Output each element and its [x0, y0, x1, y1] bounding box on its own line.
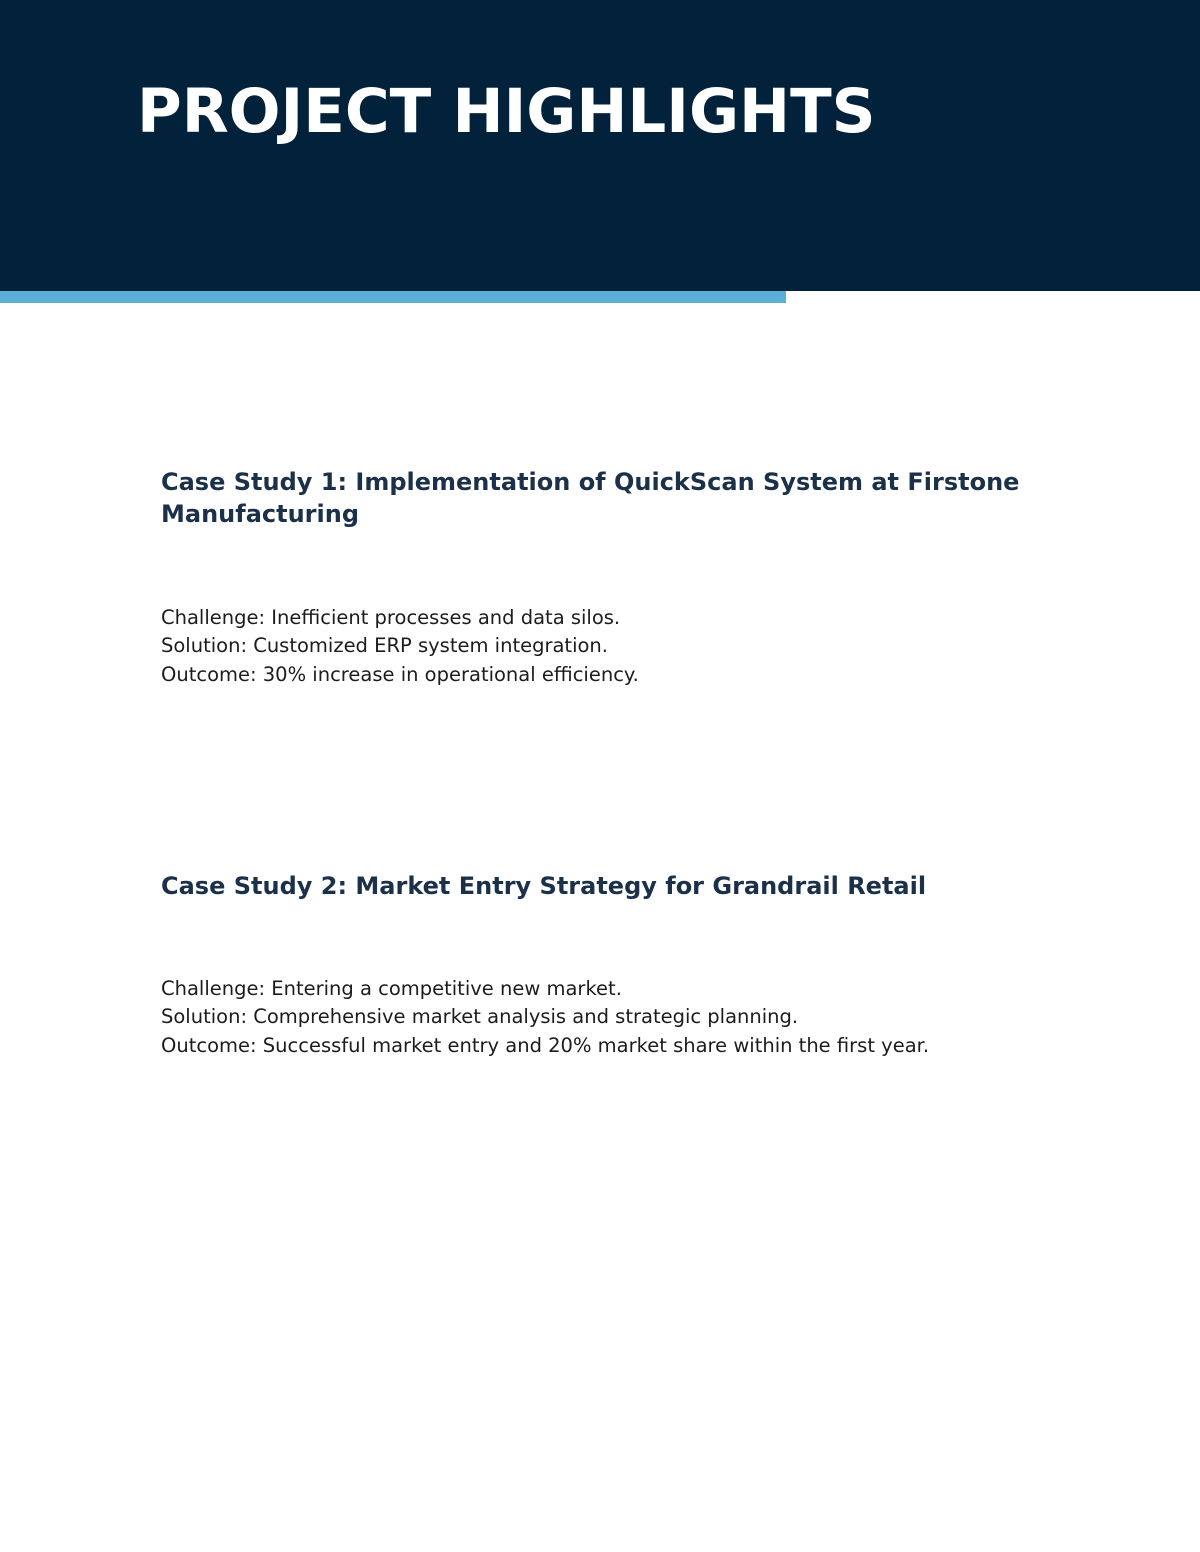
accent-bar — [0, 291, 786, 303]
case-study-challenge: Challenge: Entering a competitive new market. — [161, 977, 622, 1000]
header-band — [0, 0, 1200, 291]
case-study-solution: Solution: Comprehensive market analysis and strategic planning. — [161, 1005, 799, 1029]
case-study-1 — [161, 466, 1061, 689]
case-study-body — [161, 975, 1061, 1060]
case-study-title: Case Study 1: Implementation of QuickScan System at Firstone Manufacturing — [161, 468, 1020, 528]
case-study-body — [161, 604, 1061, 689]
page-title: PROJECT HIGHLIGHTS — [137, 76, 876, 147]
case-study-title: Case Study 2: Market Entry Strategy for Grandrail Retail — [161, 872, 927, 900]
case-study-outcome: Outcome: 30% increase in operational efficiency. — [161, 662, 639, 686]
case-study-outcome: Outcome: Successful market entry and 20% market share within the first year. — [161, 1033, 930, 1057]
case-study-2 — [161, 870, 1061, 1060]
case-study-solution: Solution: Customized ERP system integration. — [161, 634, 608, 658]
case-study-challenge: Challenge: Inefficient processes and data silos. — [161, 606, 621, 629]
